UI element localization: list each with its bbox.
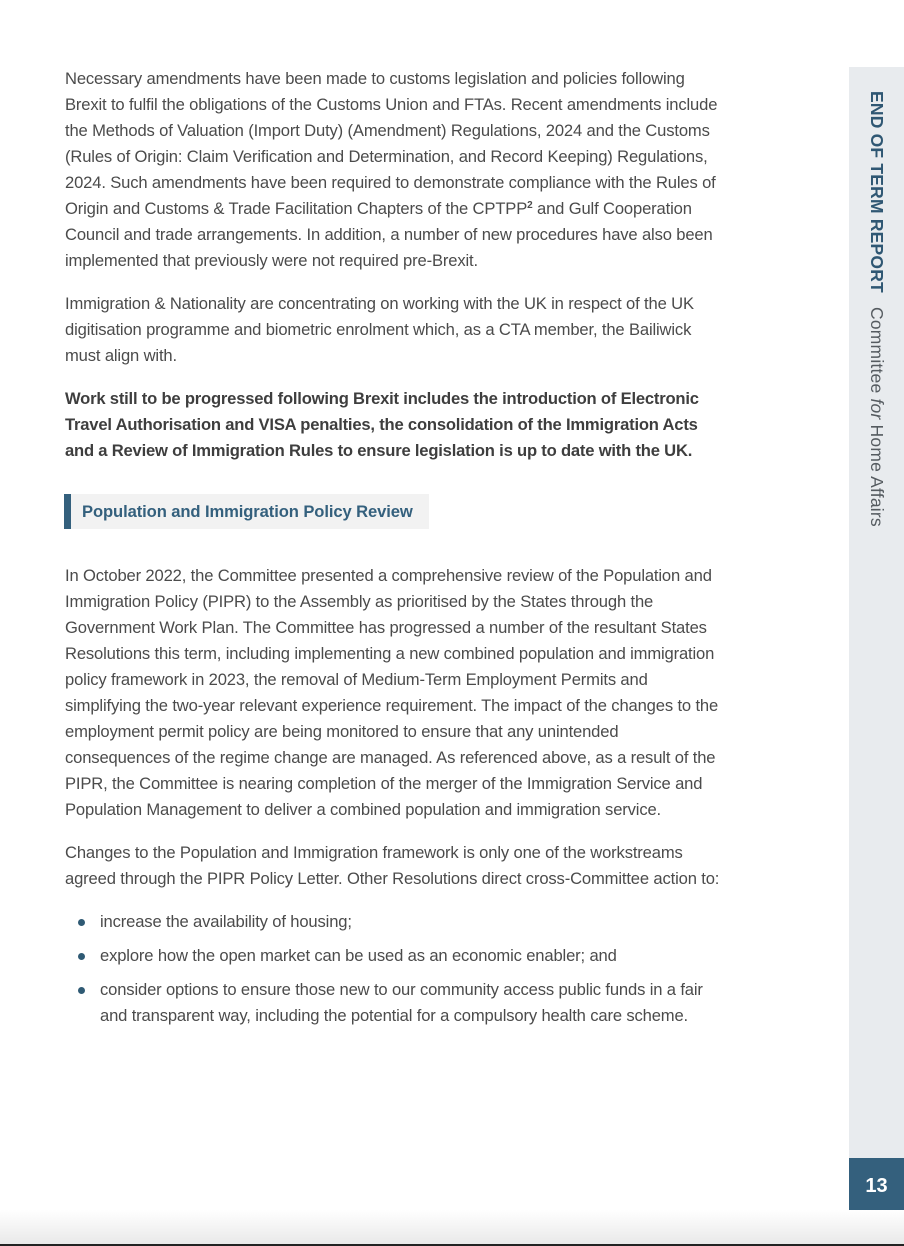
paragraph-pipr-workstreams: Changes to the Population and Immigration framework is only one of the workstreams agreed through the PIPR Policy Letter. Other Resolutions direct cross-Committee action to: bbox=[65, 843, 720, 888]
paragraph-customs-amendments bbox=[65, 66, 725, 274]
paragraph-immigration-nationality: Immigration & Nationality are concentrating on working with the UK in respect of the UK digitisation programme and biometric enrolment which, as a CTA member, the Bailiwick must align with. bbox=[65, 294, 694, 365]
paragraph-pipr-review: In October 2022, the Committee presented a comprehensive review of the Population and Immigration Policy (PIPR) to the Assembly as prioritised by the States through the Government Work Plan. The Committee has progressed a number of the resultant States Resolutions this term, including implementing a new combined population and immigration policy framework in 2023, the removal of Medium-Term Employment Permits and simplifying the two-year relevant experience requirement. The impact of the changes to the employment permit policy are being monitored to ensure that any unintended consequences of the regime change are managed. As referenced above, as a result of the PIPR, the Committee is nearing completion of the merger of the Immigration Service and Population Management to deliver a combined population and immigration service. bbox=[65, 566, 719, 819]
report-title: END OF TERM REPORT bbox=[867, 91, 887, 293]
committee-name-part: Home Affairs bbox=[867, 419, 887, 527]
paragraph-text: and Gulf Cooperation Council and trade arrangements. In addition, a number of new procedures have also been implemented that previously were not required pre-Brexit. bbox=[65, 199, 713, 270]
committee-name-part: for bbox=[867, 398, 887, 420]
list-item-text: explore how the open market can be used as an economic enabler; and bbox=[100, 946, 617, 965]
bullet-icon bbox=[78, 953, 85, 960]
page-number: 13 bbox=[849, 1158, 904, 1215]
side-tab-label bbox=[866, 91, 887, 527]
committee-name bbox=[866, 307, 887, 527]
list-item-text: increase the availability of housing; bbox=[100, 912, 352, 931]
list-item bbox=[65, 943, 725, 969]
paragraph-text: Necessary amendments have been made to customs legislation and policies following Brexit to fulfil the obligations of the Customs Union and FTAs. Recent amendments include the Methods of Valuation (Import Duty) (Amendment) Regulations, 2024 and the Customs (Rules of Origin: Claim Verification and Determination, and Record Keeping) Regulations, 2024. Such amendments have been required to demonstrate compliance with the Rules of Origin and Customs & Trade Facilitation Chapters of the CPTPP bbox=[65, 69, 718, 218]
paragraph-work-to-progress: Work still to be progressed following Brexit includes the introduction of Electronic Travel Authorisation and VISA penalties, the consolidation of the Immigration Acts and a Review of Immigration Rules to ensure legislation is up to date with the UK. bbox=[65, 389, 699, 460]
list-item-text: consider options to ensure those new to our community access public funds in a fair and transparent way, including the potential for a compulsory health care scheme. bbox=[100, 980, 703, 1025]
resolutions-list bbox=[65, 909, 725, 1029]
bullet-icon bbox=[78, 919, 85, 926]
committee-name-part: Committee bbox=[867, 307, 887, 399]
section-heading: Population and Immigration Policy Review bbox=[64, 494, 429, 529]
list-item bbox=[65, 977, 725, 1029]
main-content bbox=[65, 66, 725, 1037]
list-item bbox=[65, 909, 725, 935]
page-bottom-shadow bbox=[0, 1210, 904, 1244]
footnote-reference[interactable]: 2 bbox=[527, 200, 533, 211]
bullet-icon bbox=[78, 987, 85, 994]
